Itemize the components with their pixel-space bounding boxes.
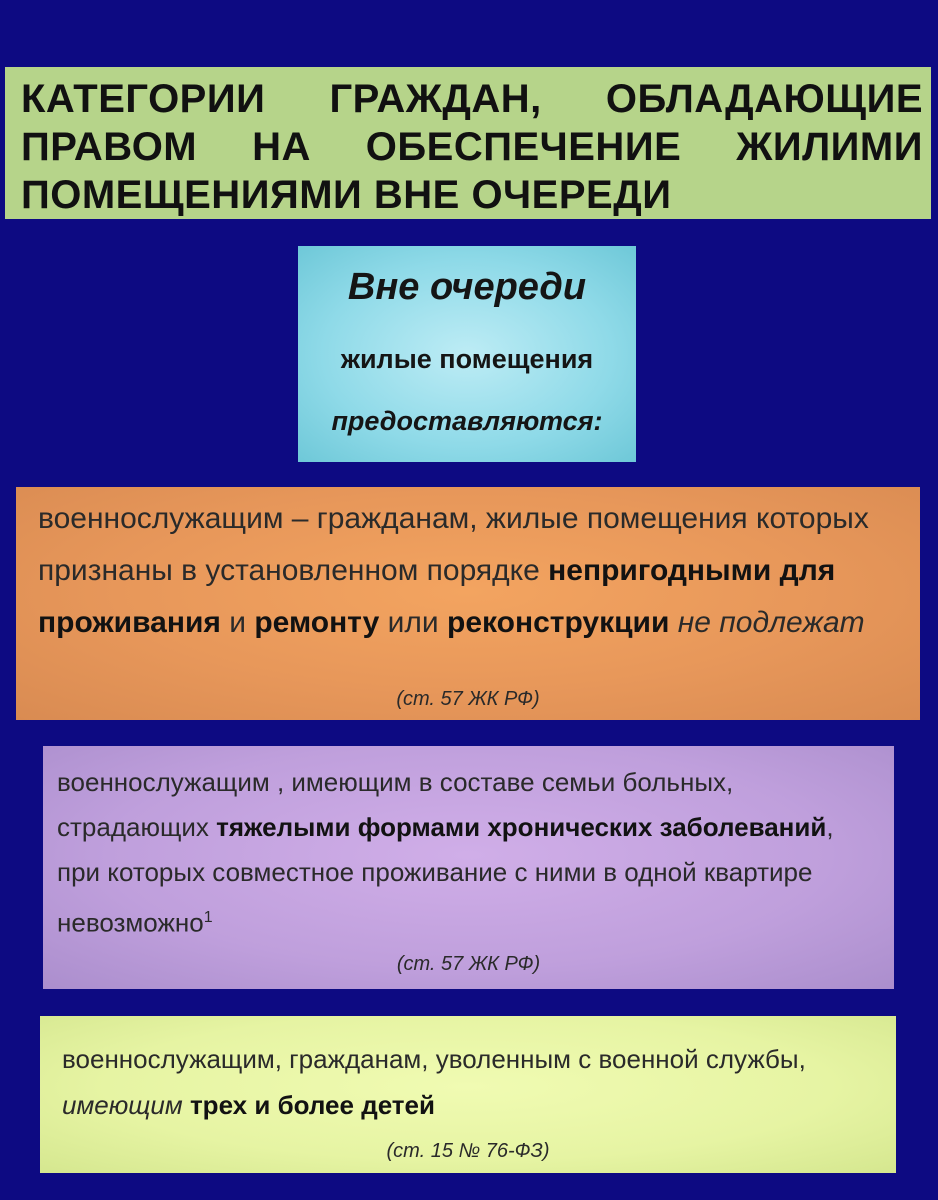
card-3-bold-1: трех и более детей (189, 1090, 435, 1120)
card-2-text-1: военнослужащим , имеющим в составе семьи больных, страдающих (57, 767, 734, 842)
card-3-reference: (ст. 15 № 76-ФЗ) (386, 1140, 550, 1162)
card-2-reference: (ст. 57 ЖК РФ) (396, 953, 541, 975)
card-1-bold-2: ремонту (254, 606, 380, 639)
header-box (298, 246, 636, 462)
card-2-text (57, 760, 872, 946)
card-1-text-2: и (220, 606, 255, 639)
card-3-text (62, 1036, 874, 1128)
card-1-text-3: или (379, 606, 448, 639)
category-card-1 (16, 487, 920, 720)
card-1-italic-1: не подлежат (669, 606, 865, 639)
card-3-italic-1: имеющим (62, 1090, 183, 1120)
category-card-2 (43, 746, 894, 989)
category-card-3 (40, 1016, 896, 1173)
card-1-text-1: военнослужащим – гражданам, жилые помещения которых признаны в установленном порядке (38, 502, 869, 587)
header-line-3: предоставляются: (331, 406, 603, 436)
card-3-text-1: военнослужащим, гражданам, уволенным с военной службы, (62, 1044, 806, 1074)
card-1-bold-3: реконструкции (447, 606, 670, 639)
header-line-1: Вне очереди (347, 266, 587, 308)
card-3-text-2 (183, 1090, 190, 1120)
header-line-2: жилые помещения (340, 344, 594, 374)
card-1-reference: (ст. 57 ЖК РФ) (396, 688, 540, 710)
card-2-bold-1: тяжелыми формами хронических заболеваний (216, 812, 827, 842)
card-2-footnote-mark: 1 (203, 909, 213, 926)
card-1-text (38, 493, 900, 649)
card-2-text-2: , при которых совместное проживание с ними в одной квартире невозможно (57, 812, 834, 938)
page-title: КАТЕГОРИИ ГРАЖДАН, ОБЛАДАЮЩИЕ ПРАВОМ НА ОБЕСПЕЧЕНИЕ ЖИЛИМИ ПОМЕЩЕНИЯМИ ВНЕ ОЧЕРЕДИ (5, 67, 931, 219)
card-1-bold-1: непригодными для проживания (38, 554, 836, 639)
